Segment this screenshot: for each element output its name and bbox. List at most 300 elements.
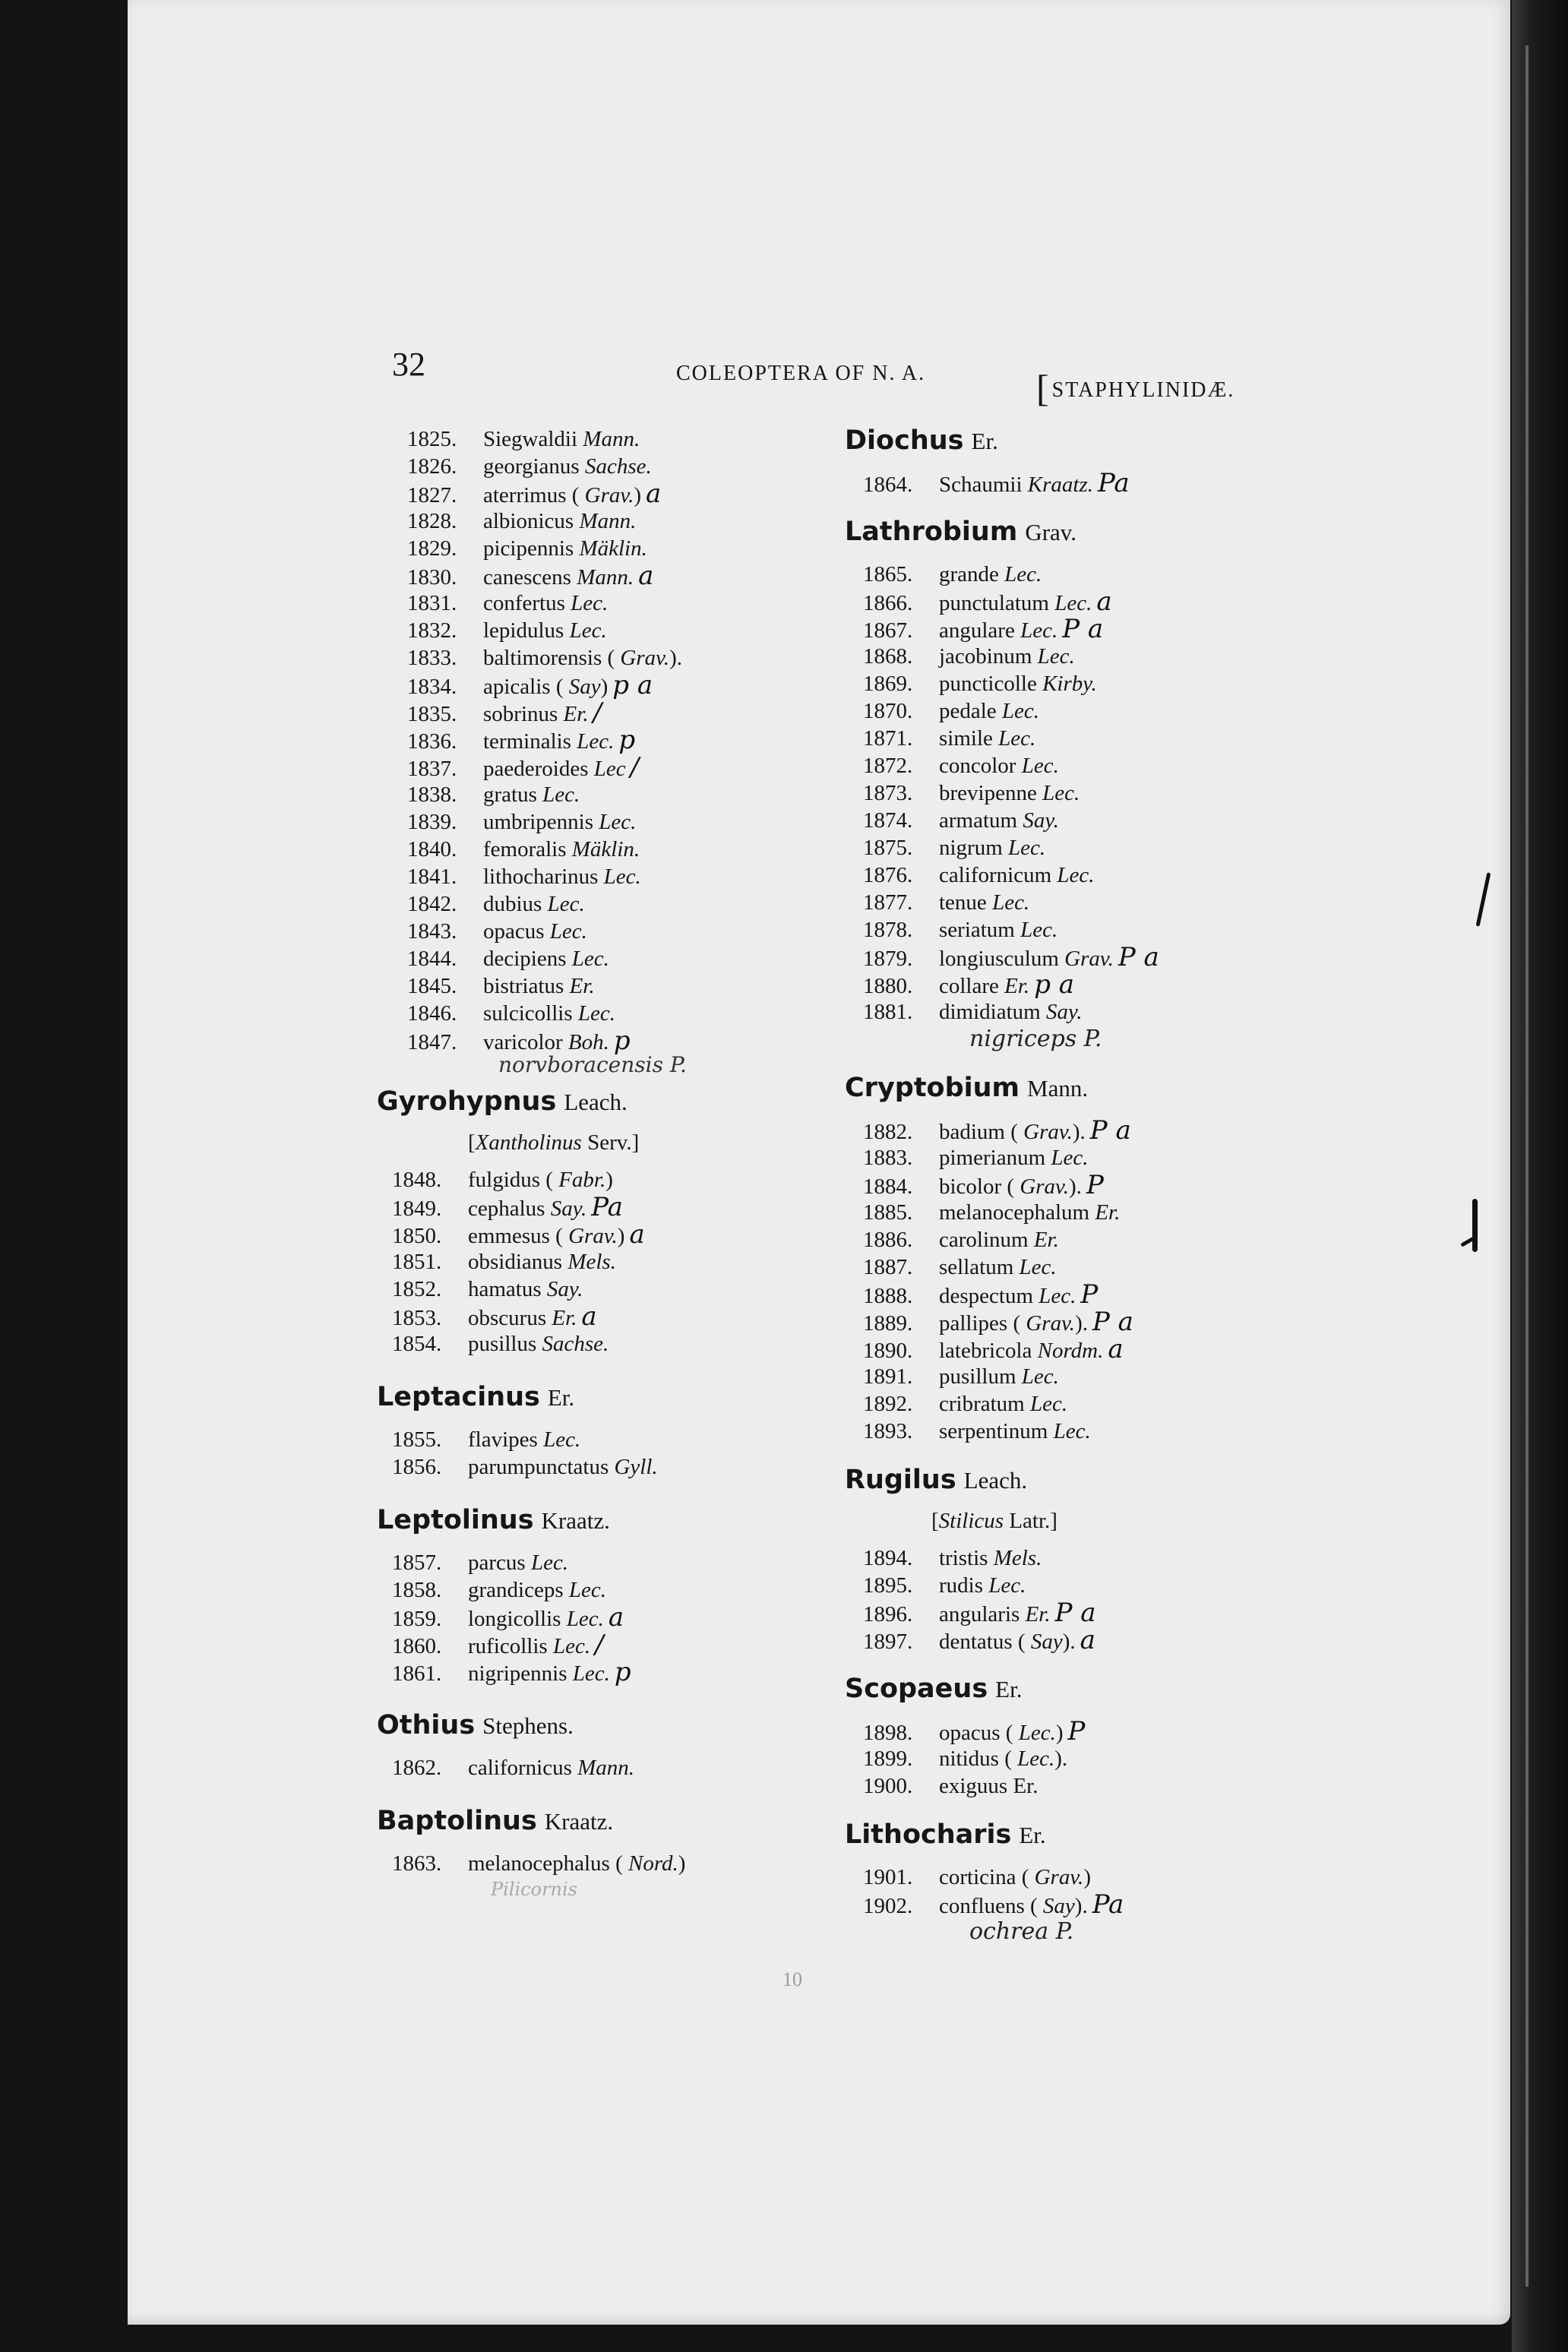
entry-number: 1827. xyxy=(407,483,457,507)
author-name: Mels. xyxy=(567,1250,616,1274)
species-entry xyxy=(863,643,1304,670)
species-name: picipennis xyxy=(483,536,574,561)
author-name: Lec. xyxy=(1038,1284,1076,1308)
genus-author: Stephens. xyxy=(482,1712,574,1739)
species-entry xyxy=(863,670,1304,697)
species-entry xyxy=(863,1544,1304,1572)
synonym-line: [Xantholinus Serv.] xyxy=(468,1130,640,1155)
species-name: badium ( xyxy=(939,1120,1018,1144)
entry-number: 1872. xyxy=(863,754,913,778)
author-name: Grav. xyxy=(1023,1120,1073,1144)
genus-author: Er. xyxy=(995,1676,1023,1702)
author-name: Lec. xyxy=(571,591,609,615)
author-name: Fabr. xyxy=(558,1168,606,1192)
entry-number: 1894. xyxy=(863,1546,913,1570)
species-name: exiguus xyxy=(939,1774,1008,1798)
genus-name: Cryptobium xyxy=(845,1073,1020,1103)
entry-number: 1882. xyxy=(863,1120,913,1144)
species-name: nigrum xyxy=(939,836,1003,860)
margin-mark xyxy=(1472,1199,1478,1252)
author-name: Say xyxy=(1030,1630,1063,1654)
species-name: bistriatus xyxy=(483,974,564,998)
species-entry xyxy=(863,944,1304,971)
entry-number: 1825. xyxy=(407,427,457,451)
species-name: canescens xyxy=(483,565,571,590)
author-name: Nordm. xyxy=(1037,1339,1104,1363)
entry-number: 1899. xyxy=(863,1747,913,1771)
species-name: sobrinus xyxy=(483,702,558,726)
genus-name: Scopaeus xyxy=(845,1674,988,1704)
entry-number: 1893. xyxy=(863,1419,913,1443)
entry-number: 1836. xyxy=(407,729,457,754)
author-name: Er. xyxy=(1033,1228,1059,1252)
author-name: Mann. xyxy=(577,1756,635,1780)
genus-author: Mann. xyxy=(1027,1075,1089,1102)
species-name: melanocephalum xyxy=(939,1200,1090,1225)
species-entry xyxy=(863,779,1304,807)
closing-paren: ) xyxy=(600,675,609,699)
species-entry xyxy=(863,1171,1304,1199)
author-name: Lec. xyxy=(1021,1364,1059,1389)
author-name: Lec. xyxy=(1021,754,1059,778)
species-entry xyxy=(392,1658,787,1686)
entry-number: 1873. xyxy=(863,781,913,805)
handwritten-mark: p xyxy=(613,1026,631,1056)
author-name: Lec. xyxy=(1001,699,1040,723)
entry-number: 1852. xyxy=(392,1277,442,1301)
species-entry xyxy=(407,918,787,945)
section-title-text: STAPHYLINIDÆ. xyxy=(1051,378,1235,402)
species-entry xyxy=(392,1426,787,1453)
handwritten-mark: a xyxy=(638,561,654,591)
author-name: Grav. xyxy=(1020,1174,1070,1199)
species-entry xyxy=(863,998,1304,1026)
handwritten-mark: / xyxy=(595,1630,604,1660)
closing-paren: ). xyxy=(1062,1630,1076,1654)
species-name: simile xyxy=(939,726,993,751)
entry-number: 1874. xyxy=(863,808,913,833)
entry-number: 1902. xyxy=(863,1894,913,1918)
genus-name: Lithocharis xyxy=(845,1819,1012,1850)
author-name: Lec. xyxy=(1037,644,1075,669)
species-entry xyxy=(863,752,1304,779)
synonym-genus: Xantholinus xyxy=(475,1130,582,1155)
species-entry xyxy=(407,972,787,1000)
entry-number: 1887. xyxy=(863,1255,913,1279)
entry-number: 1869. xyxy=(863,672,913,696)
genus-name: Diochus xyxy=(845,425,964,456)
genus-name: Rugilus xyxy=(845,1465,956,1495)
entry-number: 1846. xyxy=(407,1001,457,1026)
handwritten-mark: P a xyxy=(1092,1307,1133,1337)
entry-block xyxy=(392,1754,787,1781)
species-entry xyxy=(863,971,1304,998)
entry-number: 1895. xyxy=(863,1573,913,1598)
species-entry xyxy=(863,807,1304,834)
species-name: grande xyxy=(939,562,999,586)
author-name: Lec. xyxy=(1017,1747,1055,1771)
entry-block xyxy=(863,1117,1304,1445)
handwritten-mark: a xyxy=(581,1301,597,1332)
author-name: Gyll. xyxy=(614,1455,658,1479)
entry-block xyxy=(392,1426,787,1481)
species-entry xyxy=(407,808,787,836)
species-entry xyxy=(392,1453,787,1481)
species-name: sulcicollis xyxy=(483,1001,573,1026)
species-entry xyxy=(863,1864,1304,1891)
synonym-author: Serv. xyxy=(587,1130,632,1155)
entry-block xyxy=(863,1718,1304,1800)
author-name: Grav. xyxy=(1064,947,1114,971)
genus-author: Kraatz. xyxy=(541,1507,610,1534)
author-name: Lec. xyxy=(542,782,580,807)
synonym-line: [Stilicus Latr.] xyxy=(931,1509,1057,1533)
species-name: albionicus xyxy=(483,509,574,533)
species-name: femoralis xyxy=(483,837,567,861)
species-entry xyxy=(392,1549,787,1576)
author-name: Lec. xyxy=(998,726,1036,751)
species-name: aterrimus ( xyxy=(483,483,580,507)
right-column xyxy=(833,425,1304,1946)
author-name: Lec. xyxy=(603,865,641,889)
author-name: Say xyxy=(1042,1894,1075,1918)
species-entry xyxy=(863,725,1304,752)
genus-heading xyxy=(377,1086,787,1117)
author-name: Say xyxy=(568,675,601,699)
author-name: Grav. xyxy=(1026,1311,1076,1336)
entry-number: 1835. xyxy=(407,702,457,726)
handwritten-mark: p xyxy=(618,725,636,755)
entry-number: 1838. xyxy=(407,782,457,807)
entry-number: 1886. xyxy=(863,1228,913,1252)
author-name: Lec. xyxy=(543,1427,581,1452)
entry-block xyxy=(863,469,1304,497)
handwritten-note-1847: norvboracensis P. xyxy=(498,1052,687,1077)
synonym-genus: Stilicus xyxy=(938,1509,1004,1533)
entry-number: 1898. xyxy=(863,1721,913,1745)
handwritten-mark: Pa xyxy=(591,1192,623,1222)
left-column xyxy=(377,425,787,1903)
species-entry xyxy=(863,916,1304,944)
handwritten-mark: p a xyxy=(1034,969,1075,1000)
author-name: Lec. xyxy=(599,810,637,834)
species-name: nitidus ( xyxy=(939,1747,1012,1771)
species-entry xyxy=(863,1745,1304,1772)
entry-number: 1877. xyxy=(863,890,913,915)
entry-number: 1842. xyxy=(407,892,457,916)
species-entry xyxy=(392,1850,787,1877)
species-name: longiusculum xyxy=(939,947,1059,971)
species-name: tristis xyxy=(939,1546,988,1570)
species-name: parcus xyxy=(468,1551,526,1575)
author-name: Lec. xyxy=(569,618,607,643)
entry-block xyxy=(392,1850,787,1877)
faint-number: 10 xyxy=(782,1968,802,1990)
entry-number: 1847. xyxy=(407,1030,457,1054)
genus-name: Gyrohypnus xyxy=(377,1086,557,1117)
species-name: dentatus ( xyxy=(939,1630,1026,1654)
species-name: dimidiatum xyxy=(939,1000,1041,1024)
entry-block xyxy=(863,1864,1304,1918)
author-name: Sachse. xyxy=(584,454,652,479)
species-name: angulare xyxy=(939,618,1015,643)
entry-number: 1889. xyxy=(863,1311,913,1336)
species-entry xyxy=(863,615,1304,643)
handwritten-mark: P xyxy=(1067,1716,1086,1747)
species-entry xyxy=(863,1308,1304,1336)
genus-name: Leptacinus xyxy=(377,1382,540,1412)
species-name: despectum xyxy=(939,1284,1034,1308)
author-name: Lec. xyxy=(1053,1419,1091,1443)
author-name: Mäklin. xyxy=(579,536,647,561)
species-entry xyxy=(863,1144,1304,1171)
species-entry xyxy=(392,1193,787,1221)
species-entry xyxy=(863,889,1304,916)
author-name: Lec xyxy=(593,757,626,781)
species-entry xyxy=(863,1891,1304,1918)
species-entry xyxy=(392,1754,787,1781)
genus-heading xyxy=(377,1505,787,1535)
author-name: Mann. xyxy=(579,509,637,533)
species-name: lepidulus xyxy=(483,618,564,643)
author-name: Nord. xyxy=(628,1851,678,1876)
entry-number: 1881. xyxy=(863,1000,913,1024)
species-entry xyxy=(407,535,787,562)
author-name: Grav. xyxy=(1034,1865,1084,1889)
species-name: bicolor ( xyxy=(939,1174,1015,1199)
author-name: Lec. xyxy=(530,1551,569,1575)
entry-number: 1870. xyxy=(863,699,913,723)
genus-name: Othius xyxy=(377,1710,476,1740)
handwritten-mark: a xyxy=(1108,1334,1124,1364)
closing-paren: ) xyxy=(1055,1721,1064,1745)
entry-number: 1854. xyxy=(392,1332,442,1356)
entry-number: 1837. xyxy=(407,757,457,781)
entry-number: 1896. xyxy=(863,1602,913,1626)
species-name: gratus xyxy=(483,782,537,807)
handwritten-note: ochrea P. xyxy=(969,1918,1074,1945)
handwritten-mark: p xyxy=(614,1657,631,1687)
genus-author: Leach. xyxy=(963,1467,1028,1494)
handwritten-note: nigriceps P. xyxy=(969,1026,1102,1052)
author-name: Lec. xyxy=(1008,836,1046,860)
entry-number: 1859. xyxy=(392,1607,442,1631)
entry-number: 1864. xyxy=(863,473,913,497)
species-entry xyxy=(863,1199,1304,1226)
closing-paren: ) xyxy=(1083,1865,1091,1889)
species-entry xyxy=(863,1626,1304,1654)
running-title: COLEOPTERA OF N. A. xyxy=(676,362,926,385)
author-name: Er. xyxy=(1025,1602,1051,1626)
species-name: confertus xyxy=(483,591,565,615)
species-entry xyxy=(863,588,1304,615)
author-name: Er. xyxy=(563,702,589,726)
author-name: Mann. xyxy=(577,565,634,590)
genus-name: Leptolinus xyxy=(377,1505,534,1535)
species-name: varicolor xyxy=(483,1030,563,1054)
species-name: obscurus xyxy=(468,1306,547,1330)
species-name: serpentinum xyxy=(939,1419,1048,1443)
closing-paren: ) xyxy=(605,1168,613,1192)
author-name: Er. xyxy=(1013,1774,1038,1798)
species-name: jacobinum xyxy=(939,644,1032,669)
species-name: confluens ( xyxy=(939,1894,1038,1918)
handwritten-mark: / xyxy=(593,697,602,728)
genus-author: Er. xyxy=(971,428,998,454)
species-name: grandiceps xyxy=(468,1578,564,1602)
handwritten-mark: a xyxy=(608,1602,624,1633)
entry-number: 1848. xyxy=(392,1168,442,1192)
species-entry xyxy=(407,945,787,972)
author-name: Lec. xyxy=(1019,1255,1057,1279)
species-name: armatum xyxy=(939,808,1018,833)
genus-heading xyxy=(845,1465,1304,1495)
species-name: californicus xyxy=(468,1756,572,1780)
entry-number: 1866. xyxy=(863,591,913,615)
author-name: Lec. xyxy=(577,729,615,754)
species-entry xyxy=(407,890,787,918)
entry-number: 1862. xyxy=(392,1756,442,1780)
author-name: Lec. xyxy=(1057,863,1095,887)
species-name: umbripennis xyxy=(483,810,593,834)
left-top-entries xyxy=(407,425,787,1054)
species-entry xyxy=(407,425,787,453)
species-entry xyxy=(863,1572,1304,1599)
species-entry xyxy=(863,834,1304,861)
author-name: Lec. xyxy=(1054,591,1092,615)
species-entry xyxy=(392,1248,787,1276)
author-name: Mäklin. xyxy=(571,837,640,861)
entry-number: 1856. xyxy=(392,1455,442,1479)
author-name: Lec. xyxy=(1020,618,1058,643)
handwritten-mark: P a xyxy=(1089,1115,1131,1146)
author-name: Boh. xyxy=(567,1030,609,1054)
handwritten-mark: Pa xyxy=(1098,468,1130,498)
species-entry xyxy=(407,836,787,863)
author-name: Lec. xyxy=(1051,1146,1089,1170)
species-name: opacus ( xyxy=(939,1721,1013,1745)
entry-number: 1851. xyxy=(392,1250,442,1274)
handwritten-mark: a xyxy=(1080,1625,1095,1655)
species-entry xyxy=(863,1390,1304,1418)
species-entry xyxy=(863,1117,1304,1144)
entry-number: 1890. xyxy=(863,1339,913,1363)
species-entry xyxy=(407,754,787,781)
species-entry xyxy=(863,861,1304,889)
genus-name: Baptolinus xyxy=(377,1806,537,1836)
author-name: Say. xyxy=(546,1277,583,1301)
author-name: Grav. xyxy=(620,646,670,670)
genus-heading xyxy=(845,425,1304,456)
closing-paren: ). xyxy=(1072,1120,1086,1144)
species-entry xyxy=(863,1281,1304,1308)
species-name: dubius xyxy=(483,892,542,916)
author-name: Grav. xyxy=(584,483,634,507)
species-entry xyxy=(863,1599,1304,1626)
species-name: terminalis xyxy=(483,729,571,754)
species-name: puncticolle xyxy=(939,672,1037,696)
author-name: Say. xyxy=(1023,808,1059,833)
genus-author: Er. xyxy=(1019,1822,1046,1848)
species-name: cribratum xyxy=(939,1392,1025,1416)
genus-author: Leach. xyxy=(564,1089,628,1115)
author-name: Lec. xyxy=(568,1578,606,1602)
closing-paren: ). xyxy=(1054,1747,1068,1771)
species-name: lithocharinus xyxy=(483,865,599,889)
genus-heading xyxy=(845,1819,1304,1850)
book-edge xyxy=(1512,0,1568,2352)
author-name: Kraatz. xyxy=(1027,473,1094,497)
entry-block xyxy=(392,1549,787,1686)
entry-number: 1897. xyxy=(863,1630,913,1654)
entry-number: 1833. xyxy=(407,646,457,670)
synonym-author: Latr. xyxy=(1009,1509,1051,1533)
genus-heading xyxy=(845,1674,1304,1704)
section-title xyxy=(1036,362,1235,409)
entry-number: 1885. xyxy=(863,1200,913,1225)
entry-number: 1867. xyxy=(863,618,913,643)
species-name: fulgidus ( xyxy=(468,1168,553,1192)
species-entry xyxy=(407,480,787,507)
species-name: sellatum xyxy=(939,1255,1014,1279)
author-name: Mels. xyxy=(993,1546,1042,1570)
author-name: Lec. xyxy=(1020,918,1058,942)
author-name: Lec. xyxy=(566,1607,604,1631)
species-name: rudis xyxy=(939,1573,983,1598)
entry-number: 1863. xyxy=(392,1851,442,1876)
author-name: Lec. xyxy=(1004,562,1042,586)
handwritten-mark: a xyxy=(1096,586,1112,617)
author-name: Grav. xyxy=(568,1224,618,1248)
entry-number: 1831. xyxy=(407,591,457,615)
species-entry xyxy=(407,644,787,672)
species-name: georgianus xyxy=(483,454,580,479)
entry-number: 1844. xyxy=(407,947,457,971)
author-name: Lec. xyxy=(577,1001,615,1026)
species-name: pusillus xyxy=(468,1332,537,1356)
author-name: Er. xyxy=(1095,1200,1121,1225)
entry-number: 1834. xyxy=(407,675,457,699)
handwritten-mark: a xyxy=(629,1219,645,1250)
species-name: flavipes xyxy=(468,1427,538,1452)
species-name: concolor xyxy=(939,754,1016,778)
author-name: Lec. xyxy=(549,919,587,944)
species-name: opacus xyxy=(483,919,545,944)
entry-number: 1883. xyxy=(863,1146,913,1170)
closing-paren: ) xyxy=(634,483,642,507)
species-name: corticina ( xyxy=(939,1865,1029,1889)
entry-number: 1876. xyxy=(863,863,913,887)
species-name: carolinum xyxy=(939,1228,1029,1252)
species-entry xyxy=(407,672,787,699)
handwritten-mark: P a xyxy=(1054,1598,1096,1628)
species-name: seriatum xyxy=(939,918,1015,942)
entry-number: 1879. xyxy=(863,947,913,971)
handwritten-mark: Pa xyxy=(1092,1889,1124,1920)
right-sections xyxy=(833,425,1304,1946)
species-entry xyxy=(863,1253,1304,1281)
genus-author: Kraatz. xyxy=(544,1808,614,1835)
closing-paren: ) xyxy=(678,1851,686,1876)
species-entry xyxy=(407,453,787,480)
author-name: Er. xyxy=(1004,974,1030,998)
species-entry xyxy=(392,1631,787,1658)
species-name: baltimorensis ( xyxy=(483,646,615,670)
left-sections xyxy=(377,1086,787,1877)
entry-number: 1826. xyxy=(407,454,457,479)
author-name: Lec. xyxy=(1029,1392,1068,1416)
entry-number: 1839. xyxy=(407,810,457,834)
